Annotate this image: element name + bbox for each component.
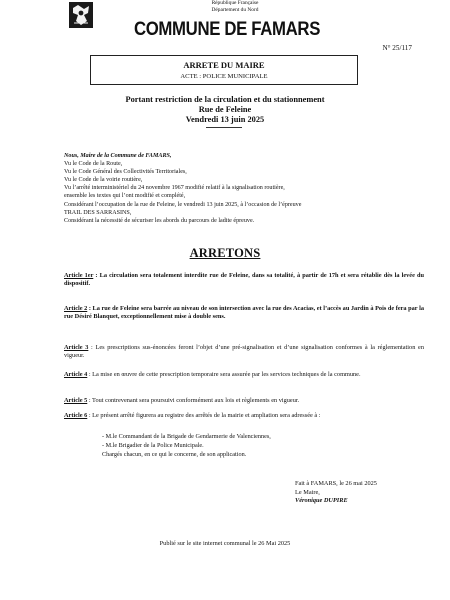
- preamble-line: Considérant l’occupation de la rue de Feleine, le vendredi 13 juin 2025, à l’occasion de l’épreuve: [64, 201, 302, 208]
- article-text: : La circulation sera totalement interdite rue de Feleine, dans sa totalité, à partir de 17h et sera rétablie dès la levée du dispositif.: [64, 272, 424, 288]
- signature-block: [295, 480, 435, 506]
- preamble-line: TRAIL DES SARRASINS,: [64, 209, 132, 216]
- article-text: : La rue de Feleine sera barrée au niveau de son intersection avec la rue des Acacias, et l’accès au Jardin à Pois de fera par la rue Désiré Blanquet, exceptionnellement mise à double sens.: [64, 305, 424, 321]
- decree-subtitle: ACTE : POLICE MUNICIPALE: [180, 73, 268, 80]
- recipient-item: - M.le Commandant de la Brigade de Gendarmerie de Valenciennes,: [102, 433, 271, 440]
- article-1: [64, 272, 424, 288]
- article-text: : Le présent arrêté figurera au registre des arrêtés de la mairie et ampliation sera adressée à :: [87, 412, 321, 419]
- preamble-line: ensemble les textes qui l’ont modifié et complété,: [64, 193, 186, 200]
- recipient-item: - M.le Brigadier de la Police Municipale.: [102, 442, 204, 450]
- article-label: Article 4: [64, 371, 88, 378]
- subject-line: Portant restriction de la circulation et du stationnement: [125, 95, 325, 104]
- preamble: [64, 152, 424, 225]
- municipal-crest-icon: [68, 1, 94, 29]
- subject-street: Rue de Feleine: [198, 105, 252, 115]
- article-text: : Tout contrevenant sera poursuivi conformément aux lois et règlements en vigueur.: [87, 397, 300, 404]
- article-text: : Les prescriptions sus-énoncées feront l’objet d’une pré-signalisation et d’une signalisation conformes à la réglementation en vigueur.: [64, 344, 424, 360]
- republic-header: [180, 0, 290, 14]
- signature-name: Véronique DUPIRE: [295, 497, 348, 505]
- preamble-line: Vu le Code Général des Collectivités Territoriales,: [64, 169, 187, 176]
- signature-role: Le Maire,: [295, 488, 320, 496]
- article-2: [64, 305, 424, 321]
- article-label: Article 6: [64, 412, 88, 419]
- signature-place-date: Fait à FAMARS, le 26 mai 2025: [295, 480, 377, 487]
- decree-box: [90, 55, 358, 85]
- department-line: Département du Nord: [211, 7, 259, 13]
- preamble-line: Considérant la nécessité de sécuriser les abords du parcours de ladite épreuve.: [64, 217, 255, 224]
- recipients-note: Chargés chacun, en ce qui le concerne, de son application.: [102, 451, 247, 459]
- decree-title: ARRETE DU MAIRE: [183, 60, 265, 70]
- article-label: Article 3: [64, 344, 89, 351]
- article-6: [64, 412, 424, 420]
- recipients-list: [102, 432, 402, 460]
- preamble-line: Vu l’arrêté interministériel du 24 novembre 1967 modifié relatif à la signalisation routière,: [64, 185, 285, 192]
- preamble-mayor: Nous, Maire de la Commune de FAMARS,: [64, 153, 172, 159]
- article-label: Article 2: [64, 305, 88, 312]
- arretons-heading: ARRETONS: [189, 246, 261, 260]
- article-5: [64, 397, 424, 405]
- preamble-line: Vu le Code de la Route,: [64, 161, 123, 168]
- subject-date: Vendredi 13 juin 2025: [185, 115, 265, 125]
- decree-subject: [40, 95, 410, 126]
- preamble-line: Vu le Code de la voirie routière,: [64, 177, 143, 184]
- document-number: N° 25/117: [382, 44, 412, 52]
- article-label: Article 5: [64, 397, 88, 404]
- commune-title: COMMUNE DE FAMARS: [133, 18, 321, 40]
- divider: [206, 127, 242, 128]
- republic-line: République Française: [211, 0, 259, 6]
- article-3: [64, 344, 424, 360]
- publication-note: Publié sur le site internet communal le 26 Mai 2025: [159, 540, 291, 547]
- article-label: Article 1er: [64, 272, 94, 279]
- article-text: : La mise en œuvre de cette prescription temporaire sera assurée par les services techniques de la commune.: [87, 371, 361, 378]
- article-4: [64, 371, 424, 379]
